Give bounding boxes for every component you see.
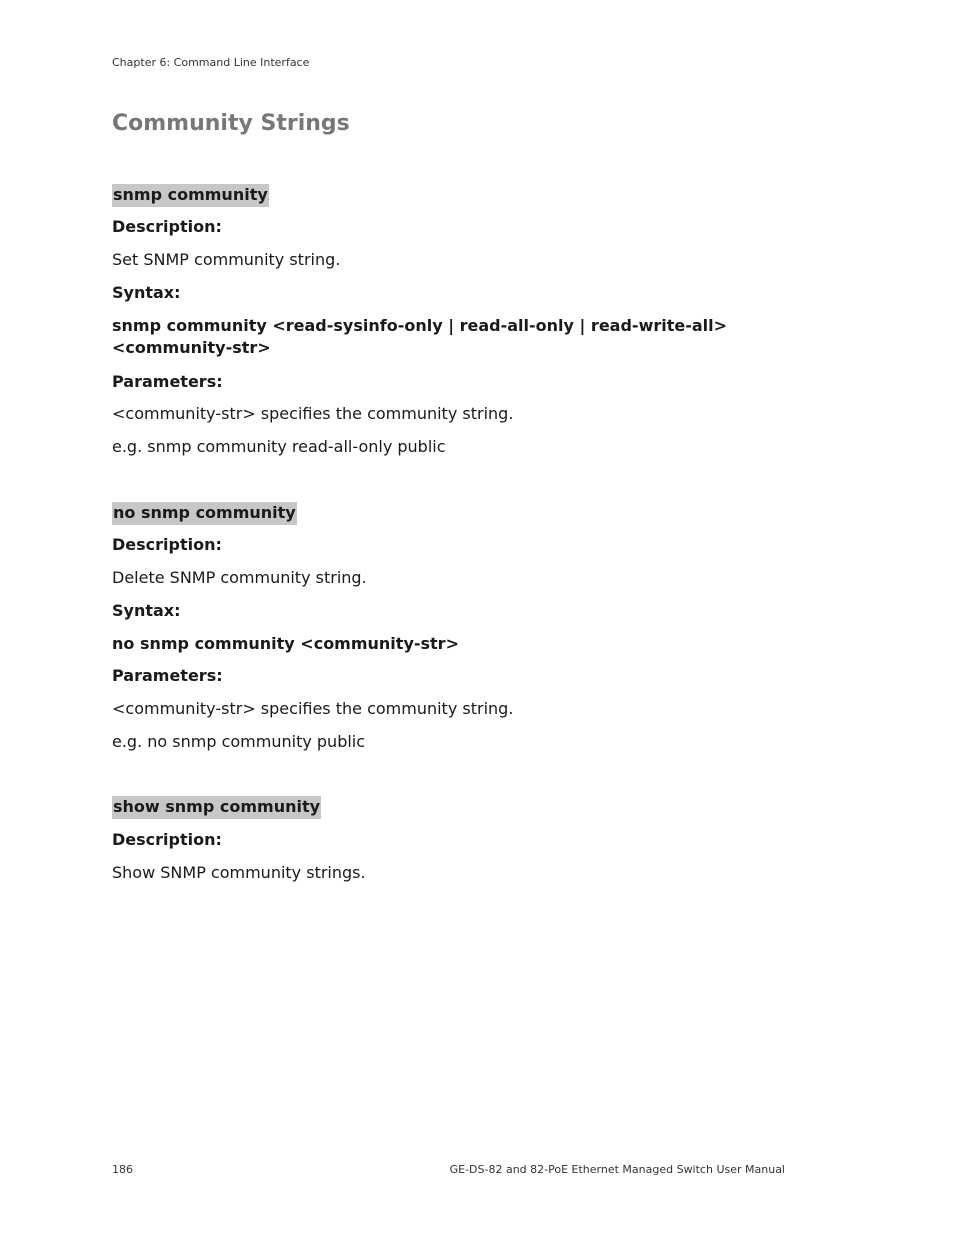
example-text: e.g. no snmp community public [112,732,366,751]
chapter-header: Chapter 6: Command Line Interface [112,56,310,69]
syntax-text: snmp community <read-sysinfo-only | read-all-only | read-write-all><community-str> [112,316,728,357]
parameters-label: Parameters: [112,666,223,685]
description-text: Show SNMP community strings. [112,863,366,882]
command-heading: snmp community [112,184,269,207]
syntax-text: no snmp community <community-str> [112,634,459,653]
syntax-label: Syntax: [112,283,181,302]
page-number: 186 [112,1163,133,1176]
example-text: e.g. snmp community read-all-only public [112,437,446,456]
command-heading: no snmp community [112,502,297,525]
parameters-text: <community-str> specifies the community string. [112,699,514,718]
command-heading: show snmp community [112,796,321,819]
description-label: Description: [112,535,222,554]
parameters-label: Parameters: [112,372,223,391]
syntax-label: Syntax: [112,601,181,620]
manual-title: GE-DS-82 and 82-PoE Ethernet Managed Switch User Manual [449,1163,785,1176]
description-label: Description: [112,217,222,236]
parameters-text: <community-str> specifies the community string. [112,404,514,423]
description-label: Description: [112,830,222,849]
description-text: Delete SNMP community string. [112,568,367,587]
description-text: Set SNMP community string. [112,250,341,269]
page-title: Community Strings [112,111,350,136]
